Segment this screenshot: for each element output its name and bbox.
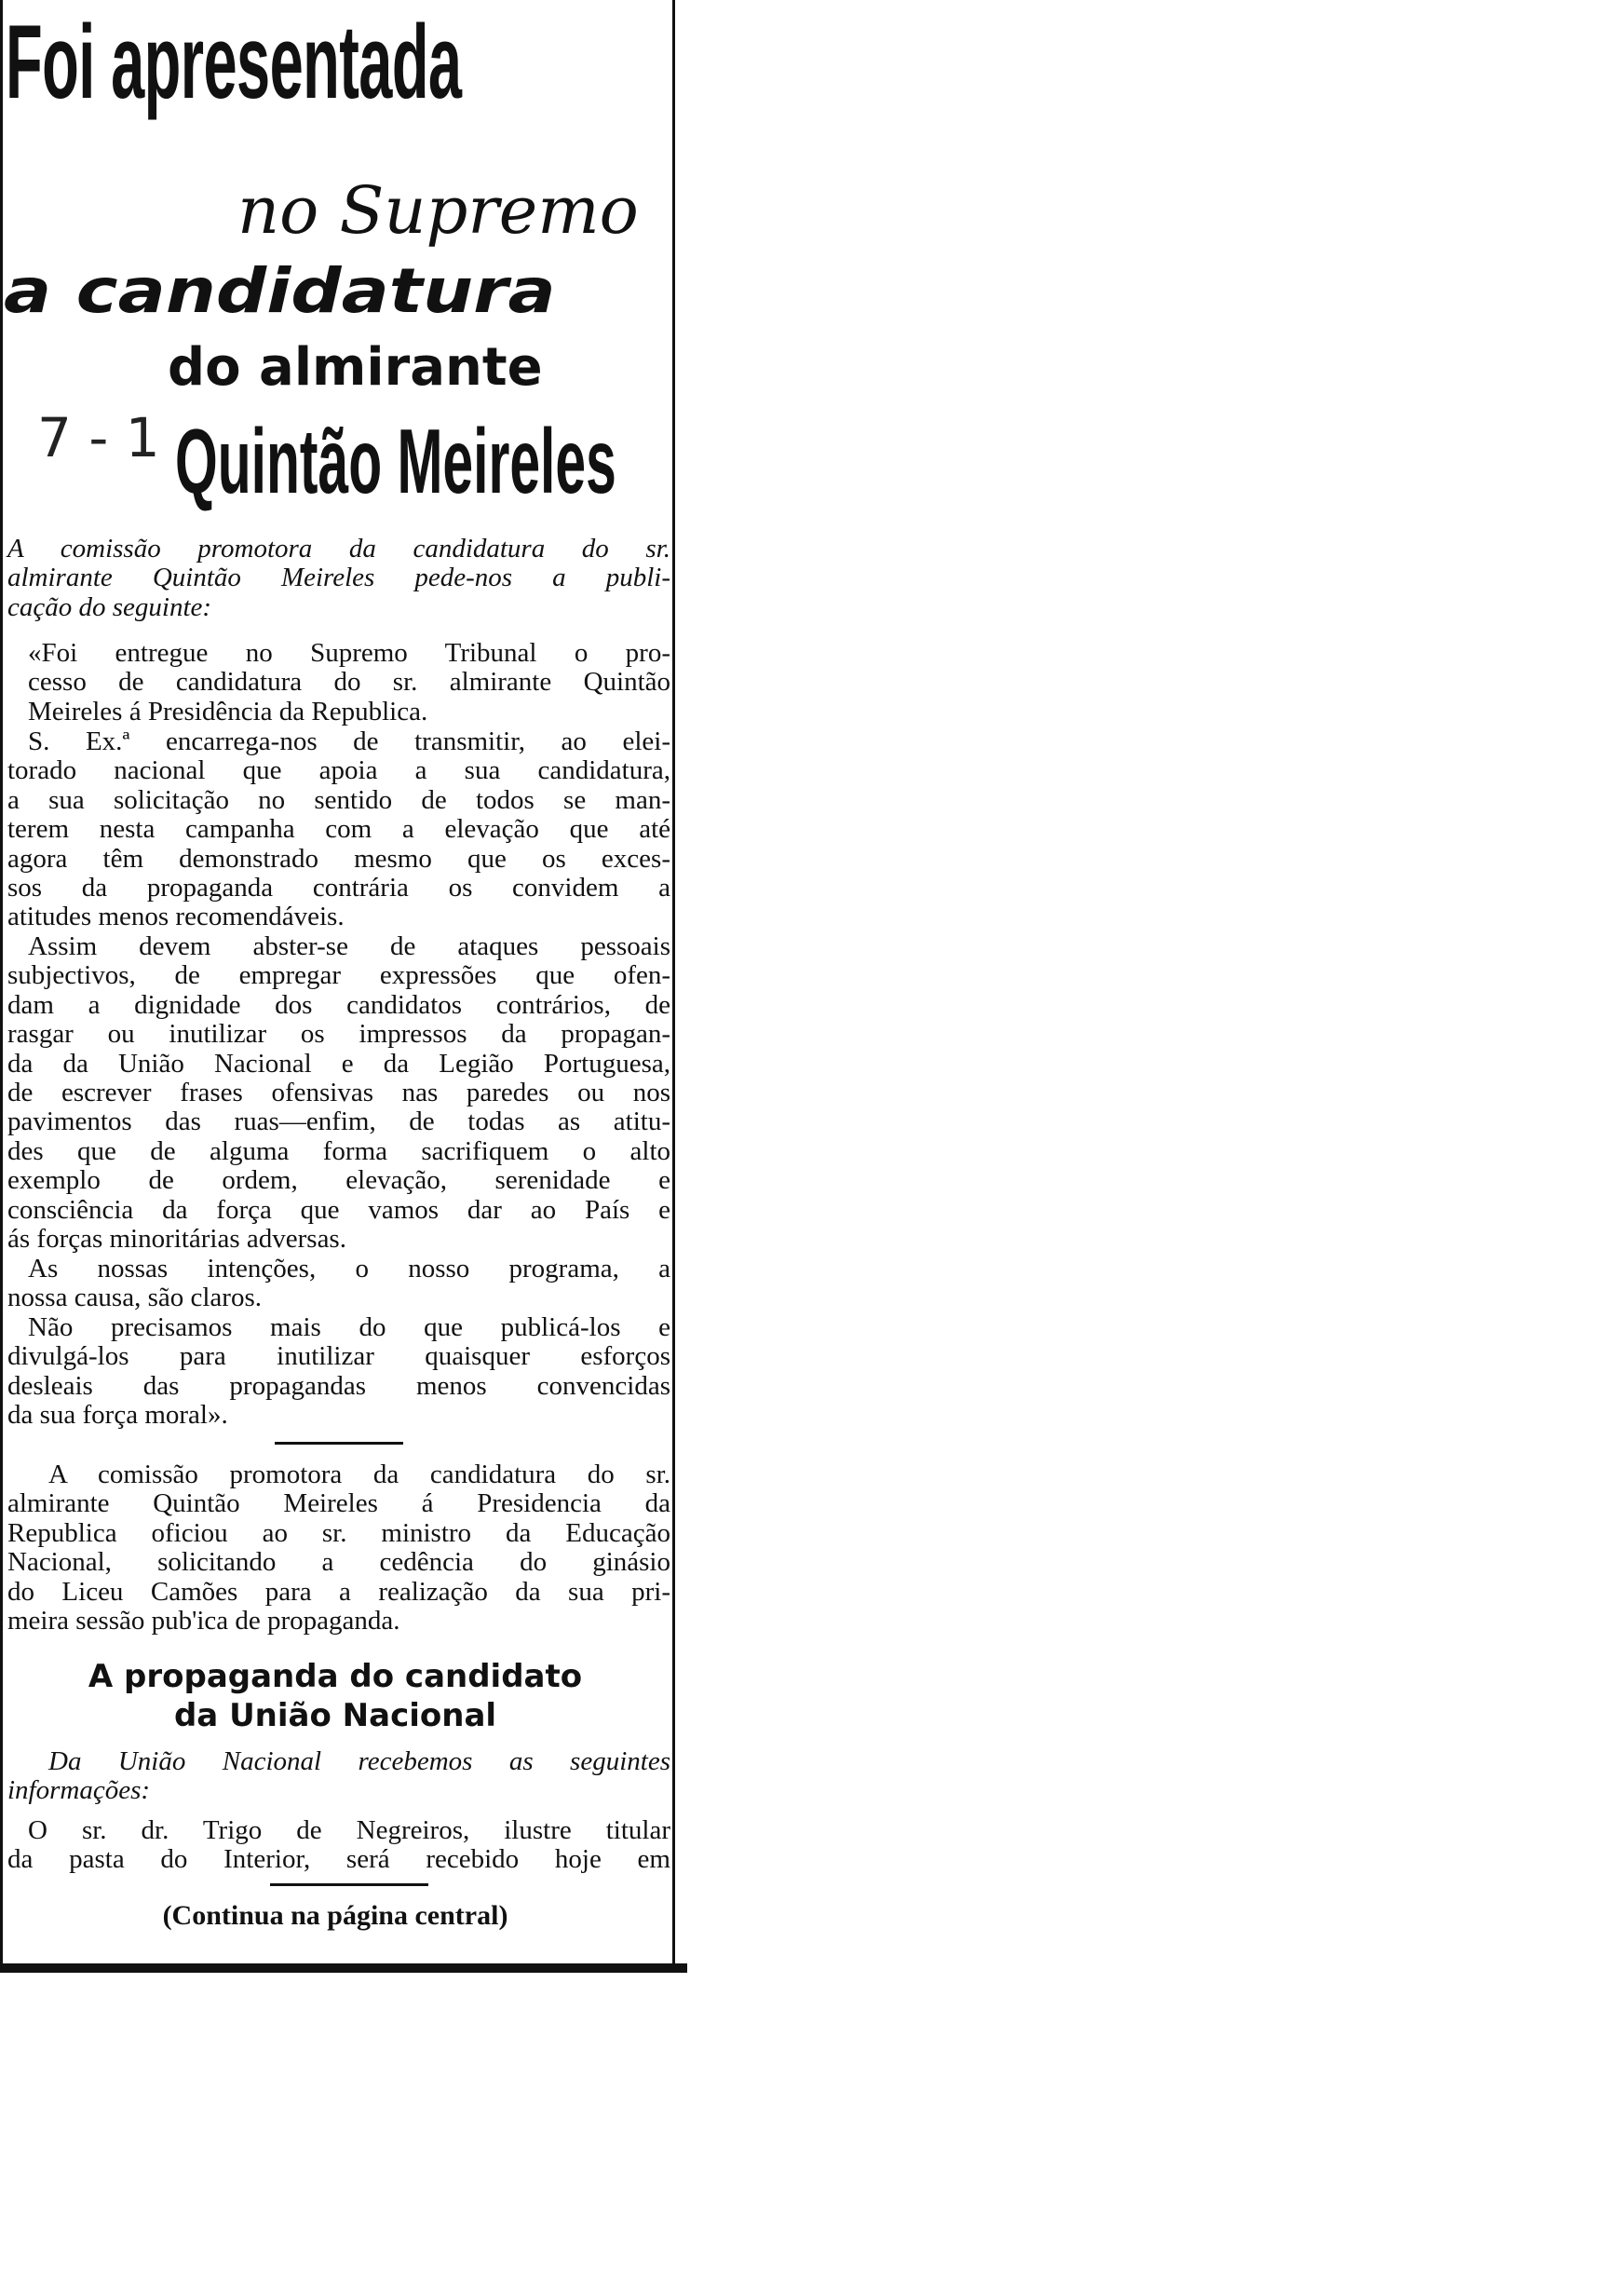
section-divider [275, 1442, 403, 1445]
body-line: Republica oficiou ao sr. ministro da Educação [7, 1517, 670, 1548]
section-divider [270, 1883, 428, 1886]
column-rule [672, 0, 675, 1965]
body-paragraph-2 [7, 727, 670, 932]
body-paragraph-4 [7, 1255, 670, 1313]
body-paragraph-5 [7, 1313, 670, 1431]
body-line: Meireles á Presidência da Republica. [28, 696, 428, 727]
continuation-note: (Continua na página central) [162, 1900, 508, 1931]
body-line: torado nacional que apoia a sua candidatura, [7, 755, 670, 786]
body-line: rasgar ou inutilizar os impressos da propagan- [7, 1019, 670, 1050]
body-line: sos da propaganda contrária os convidem a [7, 873, 670, 903]
body-line: Da União Nacional recebemos as seguintes [48, 1746, 670, 1776]
headline-line-3: a candidatura [4, 255, 556, 327]
body-line: da sua força moral». [7, 1400, 228, 1431]
body-paragraph-8 [7, 1816, 670, 1875]
body-line: desleais das propagandas menos convencidas [7, 1370, 670, 1401]
body-line: des que de alguma forma sacrifiquem o alto [7, 1135, 670, 1166]
body-line: subjectivos, de empregar expressões que ofen- [7, 960, 670, 991]
body-line: ás forças minoritárias adversas. [7, 1224, 346, 1255]
body-paragraph-1 [7, 639, 670, 727]
body-line: atitudes menos recomendáveis. [7, 902, 345, 932]
headline-line-5: Quintão Meireles [175, 410, 616, 512]
intro-line: almirante Quintão Meireles pede-nos a publi- [7, 563, 670, 593]
body-paragraph-7 [7, 1747, 670, 1806]
body-paragraph-6 [7, 1460, 670, 1636]
body-line: a sua solicitação no sentido de todos se man- [7, 784, 670, 815]
headline-line-2: no Supremo [237, 172, 639, 249]
body-line: consciência da força que vamos dar ao País e [7, 1194, 670, 1225]
body-line: da da União Nacional e da Legião Portuguesa, [7, 1048, 670, 1079]
body-line: A comissão promotora da candidatura do sr. [48, 1460, 670, 1489]
intro-paragraph [7, 535, 670, 622]
subheading-line-1: A propaganda do candidato [88, 1658, 583, 1695]
body-line: S. Ex.ª encarrega-nos de transmitir, ao elei- [28, 727, 670, 756]
body-line: As nossas intenções, o nosso programa, a [28, 1254, 670, 1283]
body-line: meira sessão pub'ica de propaganda. [7, 1606, 400, 1636]
body-line: da pasta do Interior, será recebido hoje em [7, 1844, 670, 1875]
body-line: O sr. dr. Trigo de Negreiros, ilustre titular [28, 1815, 670, 1845]
body-line: nossa causa, são claros. [7, 1283, 262, 1313]
body-line: cesso de candidatura do sr. almirante Quintão [28, 667, 670, 698]
newspaper-clipping [0, 0, 689, 1993]
body-line: do Liceu Camões para a realização da sua pri- [7, 1576, 670, 1607]
body-line: pavimentos das ruas—enfim, de todas as atitu- [7, 1107, 670, 1137]
body-line: «Foi entregue no Supremo Tribunal o pro- [28, 638, 670, 668]
intro-line: cação do seguinte: [7, 591, 212, 622]
body-paragraph-3 [7, 932, 670, 1254]
body-line: divulgá-los para inutilizar quaisquer esforços [7, 1341, 670, 1372]
headline-line-1: Foi apresentada [6, 4, 462, 120]
body-line: informações: [7, 1775, 151, 1806]
body-line: terem nesta campanha com a elevação que até [7, 814, 670, 845]
body-line: almirante Quintão Meireles á Presidencia da [7, 1488, 670, 1519]
body-line: agora têm demonstrado mesmo que os exces- [7, 843, 670, 874]
handwritten-date: 7 - 1 [37, 406, 160, 469]
body-line: Não precisamos mais do que publicá-los e [28, 1312, 670, 1342]
body-line: de escrever frases ofensivas nas paredes ou nos [7, 1078, 670, 1108]
body-line: dam a dignidade dos candidatos contrários, de [7, 989, 670, 1020]
bottom-rule [0, 1963, 687, 1973]
subheading-line-2: da União Nacional [173, 1697, 497, 1734]
body-line: Nacional, solicitando a cedência do ginásio [7, 1547, 670, 1578]
body-line: exemplo de ordem, elevação, serenidade e [7, 1165, 670, 1196]
body-line: Assim devem abster-se de ataques pessoais [28, 931, 670, 961]
headline-line-4: do almirante [168, 337, 543, 398]
intro-line: A comissão promotora da candidatura do sr. [7, 534, 670, 564]
